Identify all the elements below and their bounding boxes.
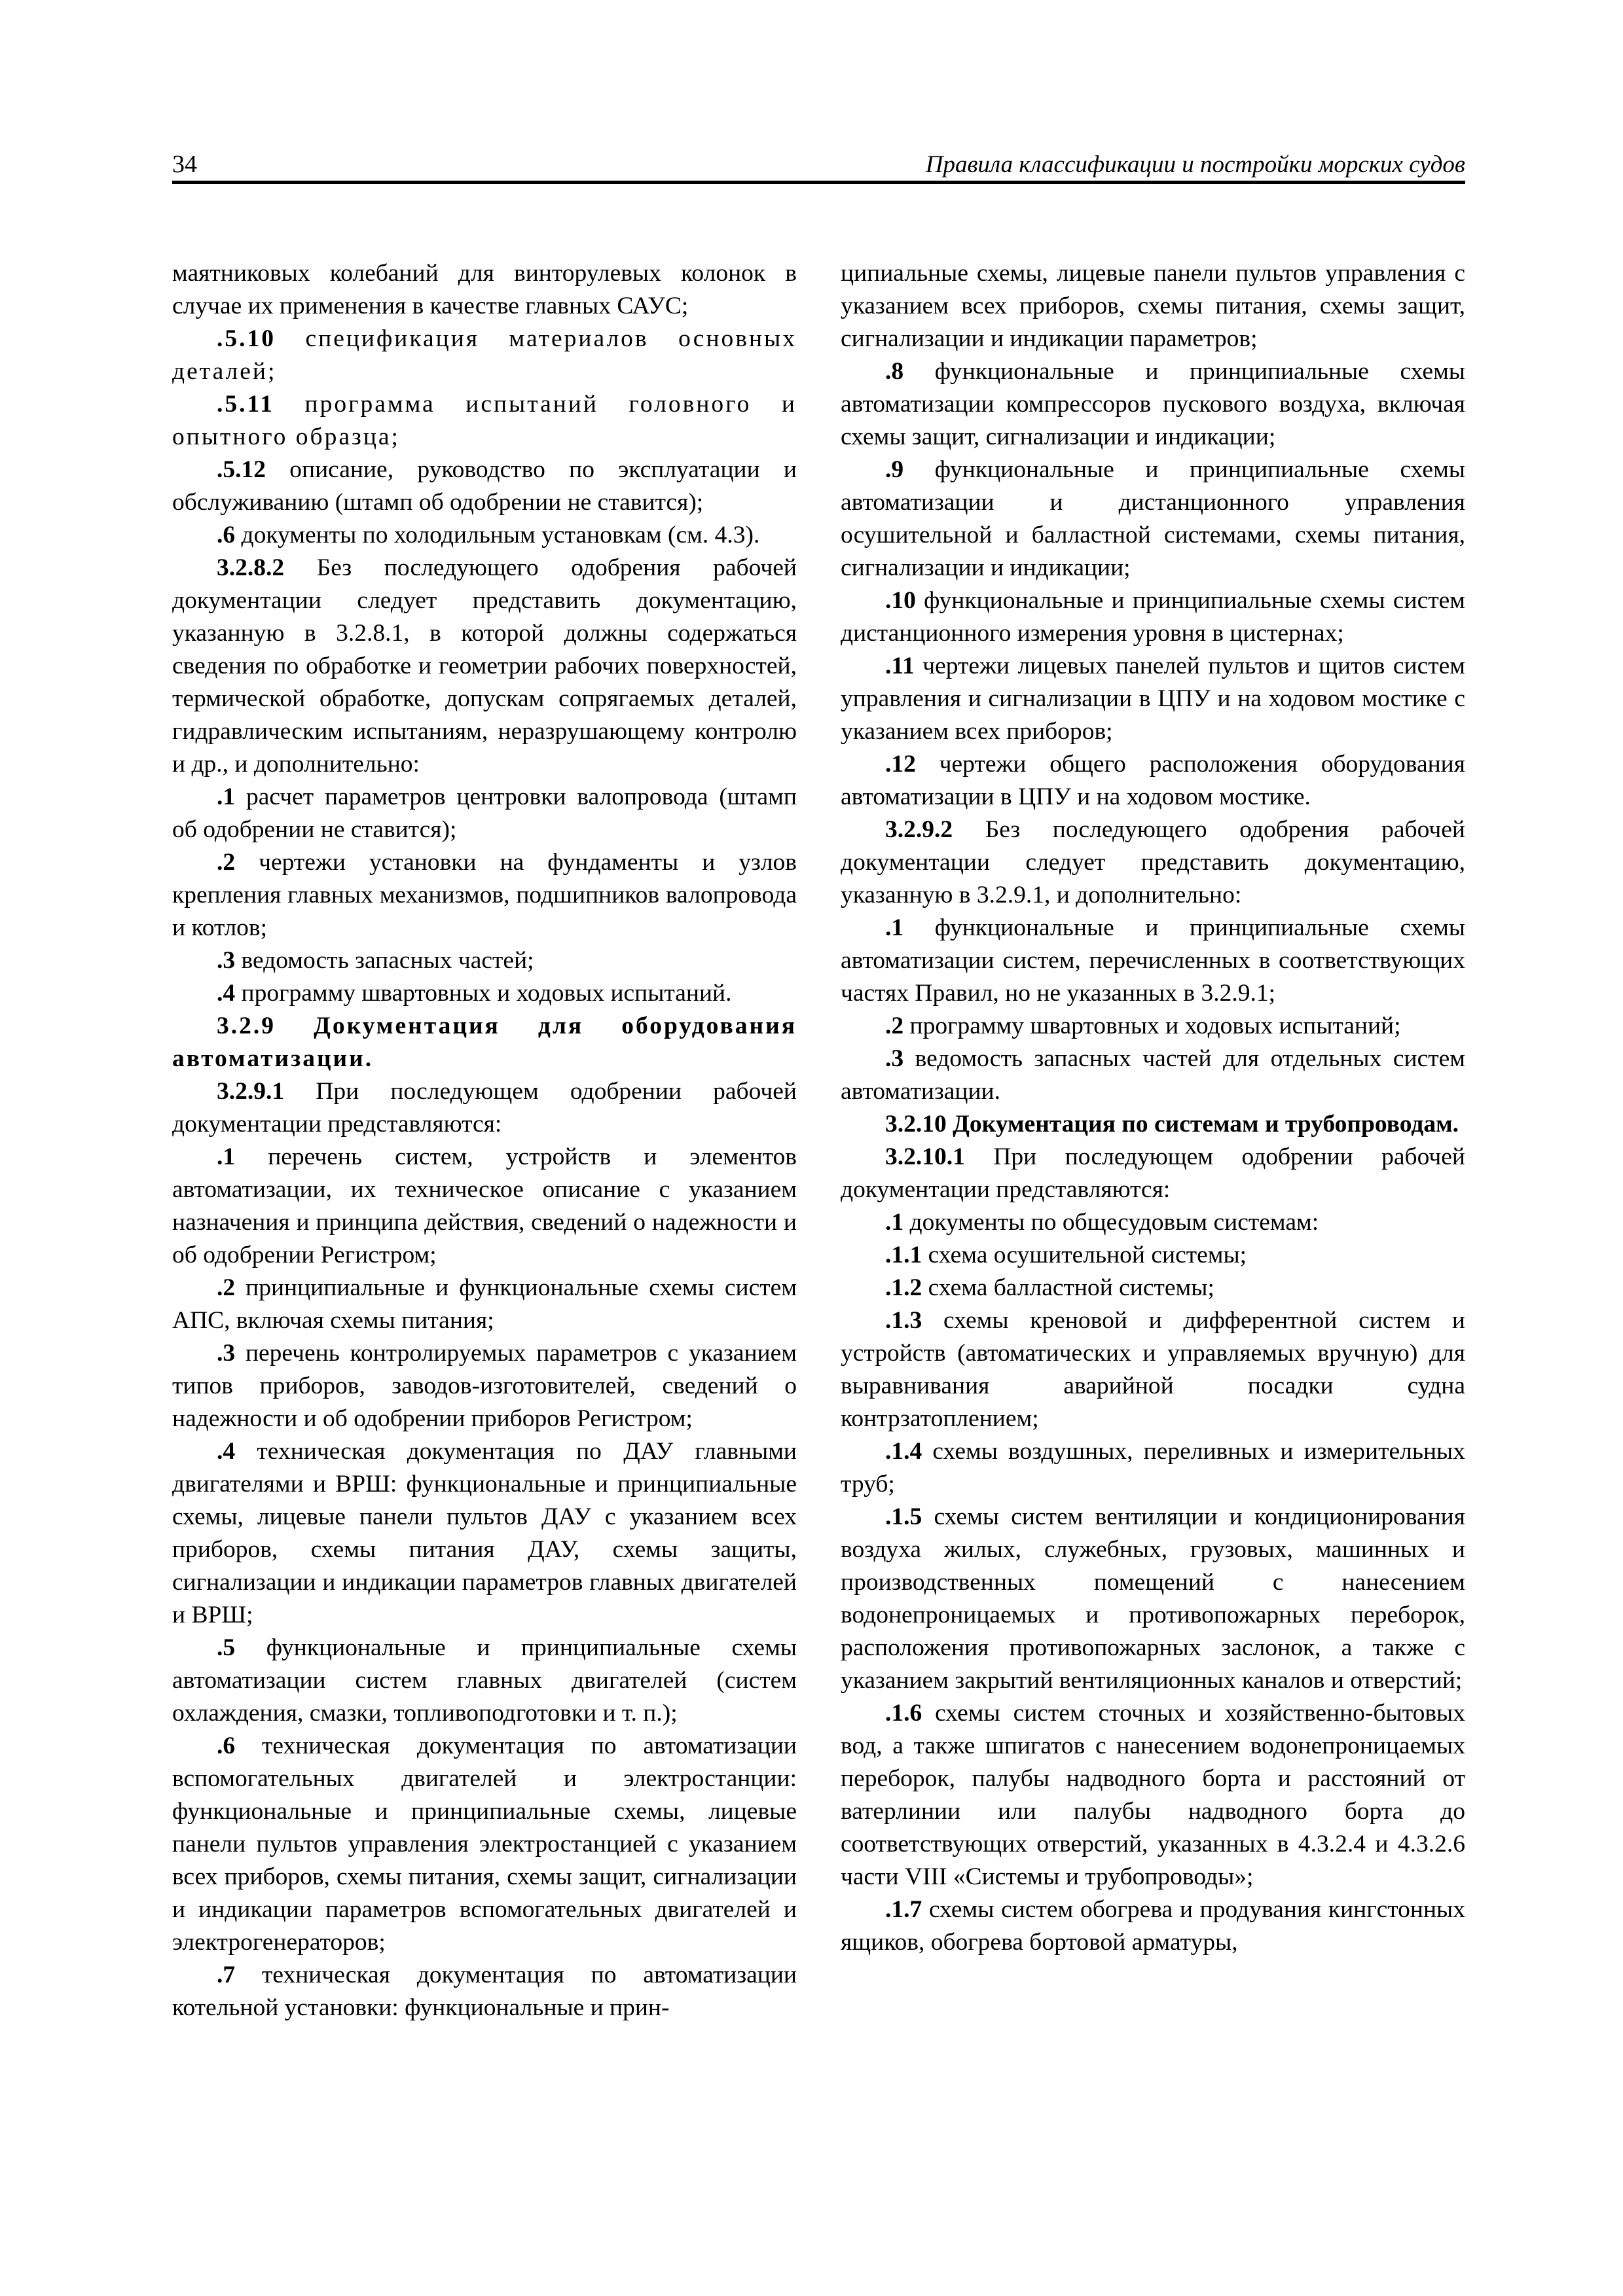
paragraph: .12 чертежи общего расположения оборудования автоматизации в ЦПУ и на ходовом мостике. bbox=[841, 751, 1465, 810]
item-number: .1.6 bbox=[885, 1700, 922, 1727]
item-number: .5.12 bbox=[217, 456, 266, 483]
paragraph: .1 расчет параметров центровки валопровода (штамп об одобрении не ставится); bbox=[172, 783, 797, 843]
paragraph: .4 программу швартовных и ходовых испытаний. bbox=[217, 980, 732, 1007]
item-number: .1.1 bbox=[885, 1242, 922, 1268]
item-number: 3.2.9.2 bbox=[885, 816, 953, 843]
item-number: .3 bbox=[217, 1340, 236, 1367]
paragraph: .1 перечень систем, устройств и элементов автоматизации, их техническое описание с указанием назначения и принципа действия, сведений о надежности и об одобрении Регистром; bbox=[172, 1143, 797, 1268]
item-number: .1 bbox=[217, 1143, 236, 1170]
paragraph: .1.2 схема балластной системы; bbox=[885, 1274, 1214, 1301]
item-number: 3.2.9.1 bbox=[217, 1078, 285, 1105]
section-heading: 3.2.9 Документация для оборудования автоматизации. bbox=[172, 1013, 797, 1072]
paragraph: .5 функциональные и принципиальные схемы автоматизации систем главных двигателей (систем охлаждения, смазки, топливоподготовки и т. п.); bbox=[172, 1634, 797, 1727]
item-number: .2 bbox=[885, 1013, 904, 1039]
paragraph: .1.5 схемы систем вентиляции и кондиционирования воздуха жилых, служебных, грузовых, машинных и производственных помещений с нанесением водонепроницаемых и противопожарных переборок, расположения противопожарных заслонок, а также с указанием закрытий вентиляционных каналов и отверстий; bbox=[841, 1503, 1465, 1694]
paragraph: .10 функциональные и принципиальные схемы систем дистанционного измерения уровня в цистернах; bbox=[841, 587, 1465, 647]
paragraph: .1 функциональные и принципиальные схемы автоматизации систем, перечисленных в соответствующих частях Правил, но не указанных в 3.2.9.1; bbox=[841, 914, 1465, 1007]
paragraph: .5.12 описание, руководство по эксплуатации и обслуживанию (штамп об одобрении не ставится); bbox=[172, 456, 797, 516]
item-number: .5.10 bbox=[217, 325, 276, 352]
item-number: .1.7 bbox=[885, 1896, 922, 1923]
item-number: .9 bbox=[885, 456, 904, 483]
item-number: .11 bbox=[885, 653, 915, 679]
item-number: .6 bbox=[217, 1732, 236, 1759]
item-number: .1.2 bbox=[885, 1274, 922, 1301]
item-number: .3 bbox=[885, 1045, 904, 1072]
paragraph: .2 принципиальные и функциональные схемы систем АПС, включая схемы питания; bbox=[172, 1274, 797, 1334]
paragraph: .3 ведомость запасных частей для отдельных систем автоматизации. bbox=[841, 1045, 1465, 1105]
paragraph: .6 документы по холодильным установкам (см. 4.3). bbox=[217, 522, 760, 548]
paragraph: .4 техническая документация по ДАУ главными двигателями и ВРШ: функциональные и принципиальные схемы, лицевые панели пультов ДАУ с указанием всех приборов, схемы питания ДАУ, схемы защиты, сигнализации и индикации параметров главных двигателей и ВРШ; bbox=[172, 1438, 797, 1628]
item-number: .10 bbox=[885, 587, 916, 614]
item-number: .1.3 bbox=[885, 1307, 922, 1334]
paragraph: 3.2.9.2 Без последующего одобрения рабочей документации следует представить документацию, указанную в 3.2.9.1, и дополнительно: bbox=[841, 816, 1465, 908]
paragraph: 3.2.8.2 Без последующего одобрения рабочей документации следует представить документацию, указанную в 3.2.8.1, в которой должны содержаться сведения по обработке и геометрии рабочих поверхностей, термической обработке, допускам сопрягаемых деталей, гидравлическим испытаниям, неразрушающему контролю и др., и дополнительно: bbox=[172, 554, 797, 778]
paragraph: .2 чертежи установки на фундаменты и узлов крепления главных механизмов, подшипников валопровода и котлов; bbox=[172, 849, 797, 941]
page-number: 34 bbox=[172, 151, 197, 178]
item-number: .5 bbox=[217, 1634, 236, 1661]
item-number: 3.2.10.1 bbox=[885, 1143, 965, 1170]
paragraph: .6 техническая документация по автоматизации вспомогательных двигателей и электростанции: функциональные и принципиальные схемы, лицевые панели пультов управления электростанцией с указанием всех приборов, схемы питания, схемы защит, сигнализации и индикации параметров вспомогательных двигателей и электрогенераторов; bbox=[172, 1732, 797, 1956]
left-column bbox=[172, 257, 797, 2116]
paragraph: ципиальные схемы, лицевые панели пультов управления с указанием всех приборов, схемы питания, схемы защит, сигнализации и индикации параметров; bbox=[841, 260, 1465, 352]
item-number: .4 bbox=[217, 1438, 236, 1465]
running-title: Правила классификации и постройки морских судов bbox=[925, 151, 1465, 178]
paragraph: .1.4 схемы воздушных, переливных и измерительных труб; bbox=[841, 1438, 1465, 1498]
paragraph: .1.7 схемы систем обогрева и продувания кингстонных ящиков, обогрева бортовой арматуры, bbox=[841, 1896, 1465, 1956]
paragraph: 3.2.10.1 При последующем одобрении рабочей документации представляются: bbox=[841, 1143, 1465, 1203]
paragraph: .5.10 спецификация материалов основных деталей; bbox=[172, 325, 797, 385]
paragraph: .7 техническая документация по автоматизации котельной установки: функциональные и прин- bbox=[172, 1962, 797, 2021]
paragraph: .5.11 программа испытаний головного и опытного образца; bbox=[172, 391, 797, 450]
right-column bbox=[841, 257, 1465, 2116]
item-number: .7 bbox=[217, 1962, 236, 1988]
page-header bbox=[172, 143, 1465, 184]
item-number: .1 bbox=[885, 914, 904, 941]
paragraph: .11 чертежи лицевых панелей пультов и щитов систем управления и сигнализации в ЦПУ и на ходовом мостике с указанием всех приборов; bbox=[841, 653, 1465, 745]
item-number: 3.2.8.2 bbox=[217, 554, 285, 581]
paragraph: .1.6 схемы систем сточных и хозяйственно-бытовых вод, а также шпигатов с нанесением водонепроницаемых переборок, палубы надводного борта и расстояний от ватерлинии или палубы надводного борта до соответствующих отверстий, указанных в 4.3.2.4 и 4.3.2.6 части VIII «Системы и трубопроводы»; bbox=[841, 1700, 1465, 1890]
item-number: .8 bbox=[885, 358, 904, 385]
item-number: .1 bbox=[217, 783, 236, 810]
item-number: .4 bbox=[217, 980, 236, 1007]
paragraph: .8 функциональные и принципиальные схемы автоматизации компрессоров пускового воздуха, включая схемы защит, сигнализации и индикации; bbox=[841, 358, 1465, 450]
item-number: .12 bbox=[885, 751, 916, 778]
paragraph: .3 ведомость запасных частей; bbox=[217, 947, 534, 974]
item-number: .5.11 bbox=[217, 391, 274, 418]
item-number: .3 bbox=[217, 947, 236, 974]
paragraph: .1 документы по общесудовым системам: bbox=[885, 1209, 1319, 1236]
paragraph: маятниковых колебаний для винторулевых колонок в случае их применения в качестве главных САУС; bbox=[172, 260, 797, 319]
paragraph: .1.3 схемы креновой и дифферентной систем и устройств (автоматических и управляемых вручную) для выравнивания аварийной посадки судна контрзатоплением; bbox=[841, 1307, 1465, 1432]
paragraph: .9 функциональные и принципиальные схемы автоматизации и дистанционного управления осушительной и балластной системами, схемы питания, сигнализации и индикации; bbox=[841, 456, 1465, 581]
paragraph: 3.2.9.1 При последующем одобрении рабочей документации представляются: bbox=[172, 1078, 797, 1138]
item-number: .2 bbox=[217, 1274, 236, 1301]
item-number: .1.4 bbox=[885, 1438, 922, 1465]
item-number: .6 bbox=[217, 522, 236, 548]
paragraph: .2 программу швартовных и ходовых испытаний; bbox=[885, 1013, 1401, 1039]
section-heading: 3.2.10 Документация по системам и трубопроводам. bbox=[885, 1111, 1459, 1138]
item-number: .1 bbox=[885, 1209, 904, 1236]
paragraph: .3 перечень контролируемых параметров с указанием типов приборов, заводов-изготовителей, сведений о надежности и об одобрении приборов Регистром; bbox=[172, 1340, 797, 1432]
paragraph: .1.1 схема осушительной системы; bbox=[885, 1242, 1247, 1268]
item-number: .1.5 bbox=[885, 1503, 922, 1530]
item-number: .2 bbox=[217, 849, 236, 876]
